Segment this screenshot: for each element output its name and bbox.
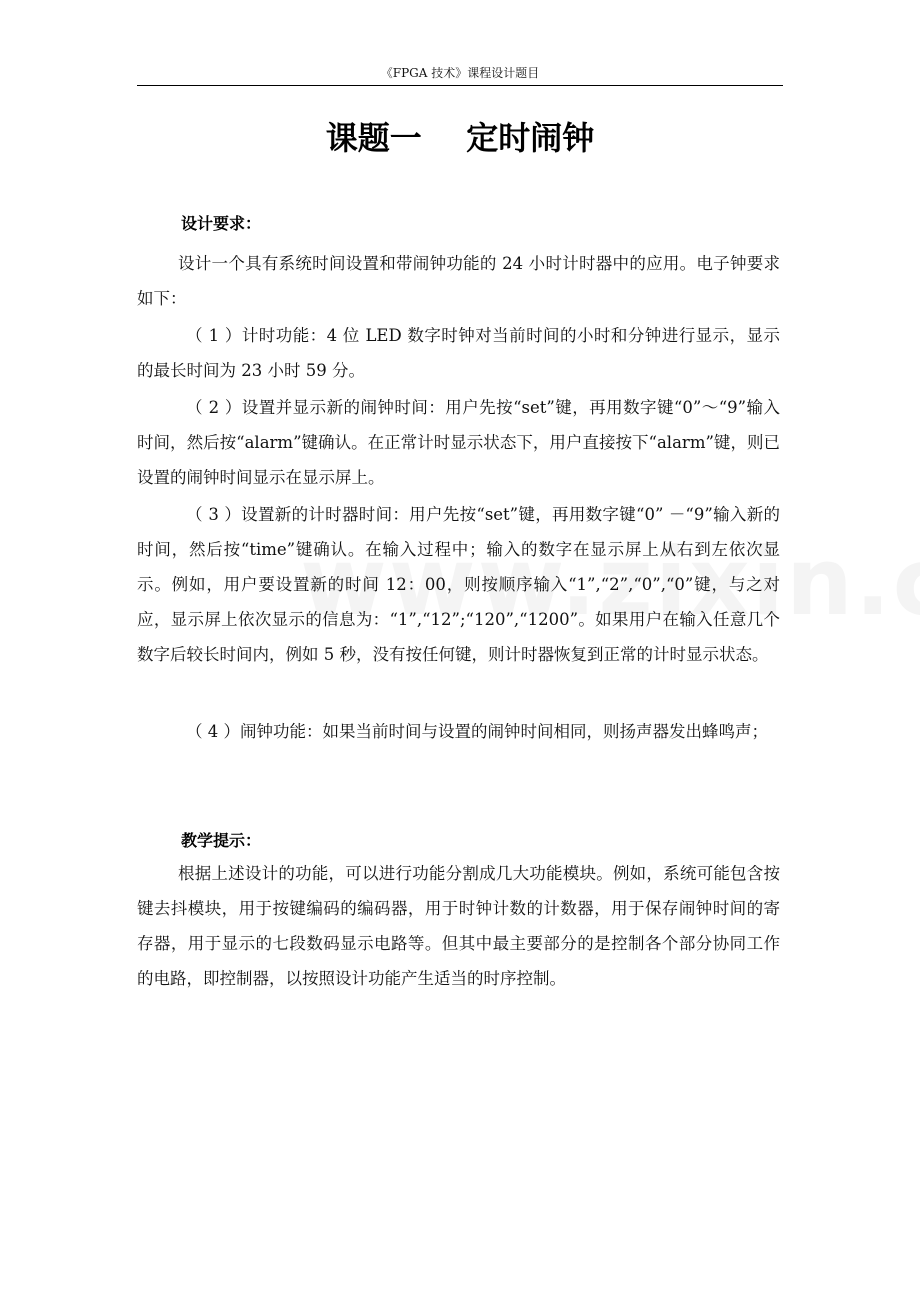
requirements-intro: 设计一个具有系统时间设置和带闹钟功能的 24 小时计时器中的应用。电子钟要求如下： [137,254,780,308]
requirement-item-3: （ 3 ）设置新的计时器时间：用户先按“set”键，再用数字键“0” －“9”输入新的时间，然后按“time”键确认。在输入过程中；输入的数字在显示屏上从右到左依次显示。例如，用户要设置新的时间 12：00，则按顺序输入“1”,“2”,“0”,“0”键，与之对应，显示屏上依次显示的信息为：“1”,“12”;“120”,“1200”。如果用户在输入任意几个数字后较长时间内，例如 5 秒，没有按任何键，则计时器恢复到正常的计时显示状态。 [137,505,780,664]
section-heading-requirements: 设计要求： [181,214,262,233]
page-header: 《FPGA 技术》课程设计题目 [380,66,540,80]
requirement-item-1: （ 1 ）计时功能：4 位 LED 数字时钟对当前时间的小时和分钟进行显示，显示的最长时间为 23 小时 59 分。 [137,326,780,380]
page-title: 课题一 定时闹钟 [325,119,595,157]
tips-body: 根据上述设计的功能，可以进行功能分割成几大功能模块。例如，系统可能包含按键去抖模块，用于按键编码的编码器，用于时钟计数的计数器，用于保存闹钟时间的寄存器，用于显示的七段数码显示电路等。但其中最主要部分的是控制各个部分协同工作的电路，即控制器，以按照设计功能产生适当的时序控制。 [137,864,780,988]
section-heading-tips: 教学提示： [181,831,262,850]
requirement-item-2: （ 2 ）设置并显示新的闹钟时间：用户先按“set”键，再用数字键“0”～“9”输入时间，然后按“alarm”键确认。在正常计时显示状态下，用户直接按下“alarm”键，则已设置的闹钟时间显示在显示屏上。 [137,398,780,487]
requirement-item-4: （ 4 ）闹钟功能：如果当前时间与设置的闹钟时间相同，则扬声器发出蜂鸣声； [186,722,768,741]
header-rule [137,85,783,86]
